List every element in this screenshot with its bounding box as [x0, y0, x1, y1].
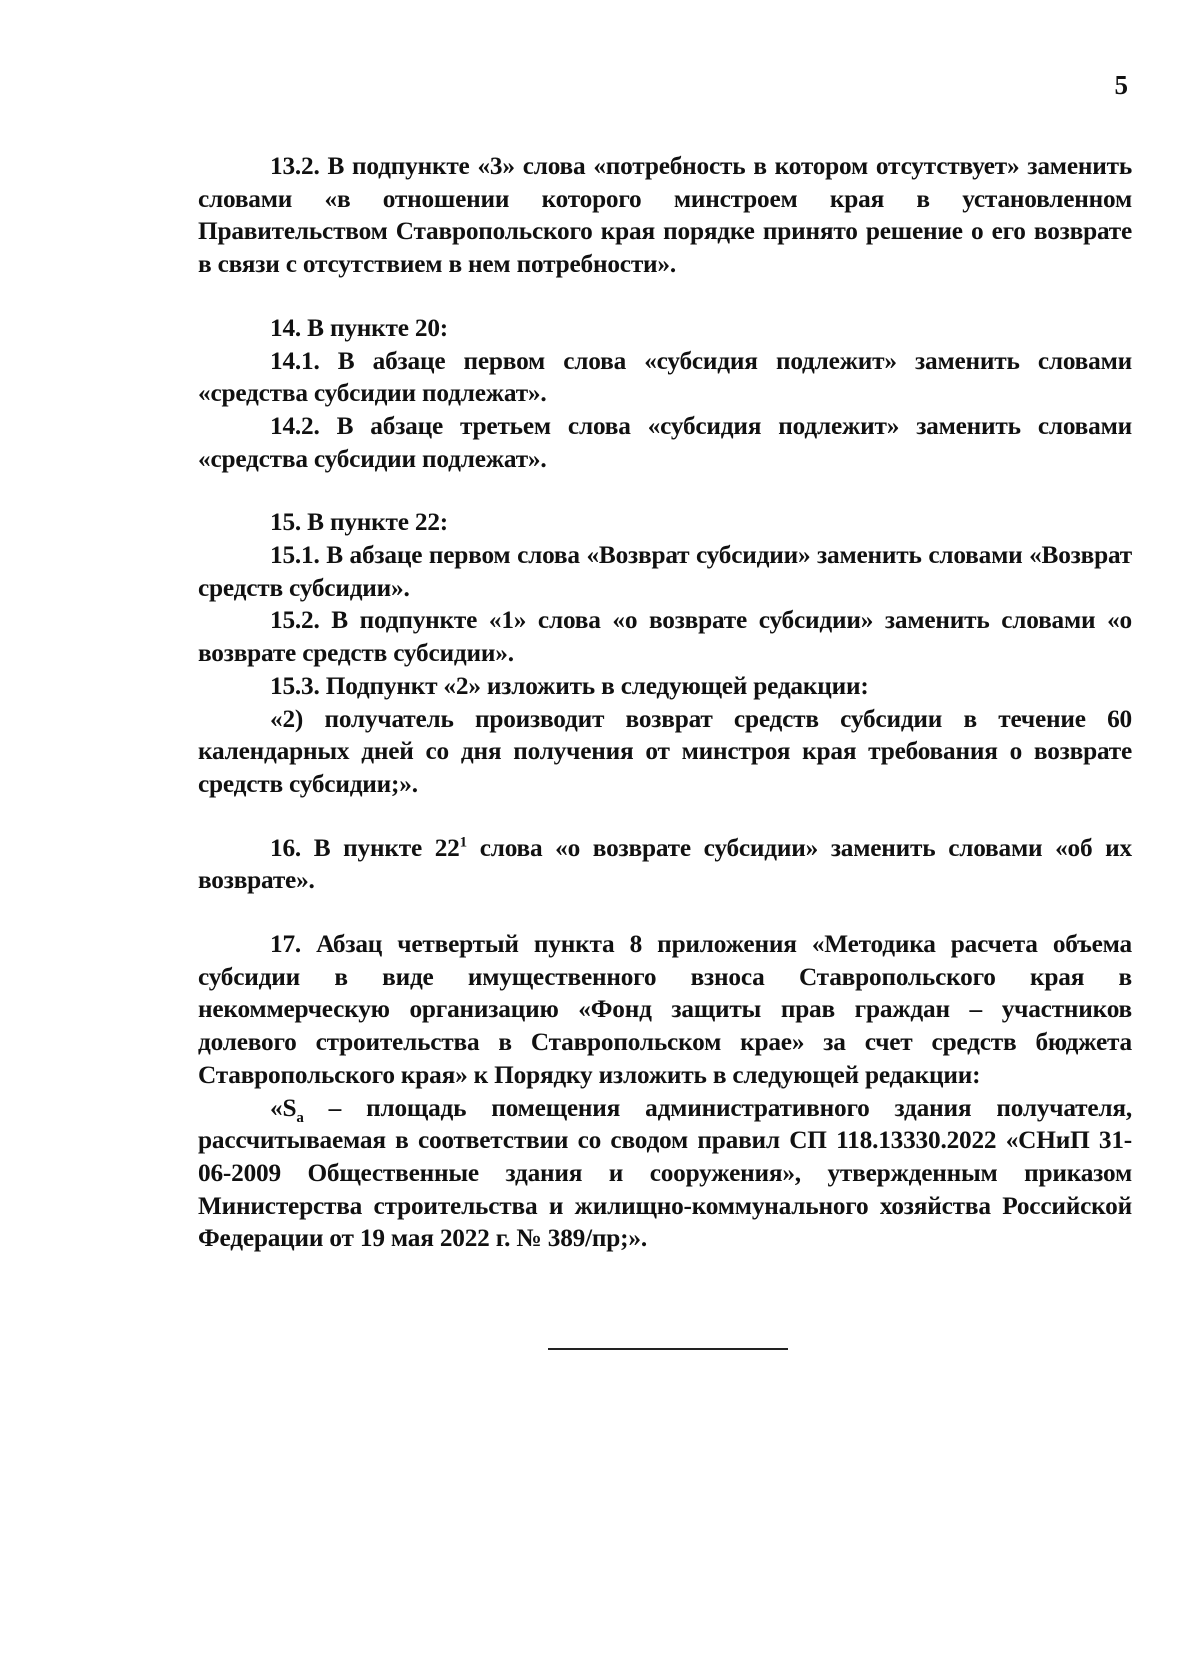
paragraph-gap [198, 897, 1132, 928]
paragraph-17-quote [198, 1092, 1132, 1256]
document-body [198, 150, 1132, 1255]
paragraph-15-3-quote: «2) получатель производит возврат средств субсидии в течение 60 календарных дней со дня получения от минстроя края требования о возврате средств субсидии;». [198, 704, 1132, 798]
paragraph-16-start: 16. В пункте 22 [270, 833, 460, 862]
paragraph-gap [198, 281, 1132, 312]
paragraph-16-superscript: 1 [459, 834, 467, 851]
paragraph-15-3: 15.3. Подпункт «2» изложить в следующей редакции: [270, 671, 869, 700]
paragraph-16 [198, 832, 1132, 897]
page-number: 5 [1114, 70, 1128, 100]
paragraph-14: 14. В пункте 20: [270, 313, 449, 342]
paragraph-14-2: 14.2. В абзаце третьем слова «субсидия подлежит» заменить словами «средства субсидии подлежат». [198, 411, 1132, 473]
paragraph-16-end: слова «о возврате субсидии» заменить словами «об их возврате». [198, 833, 1132, 895]
paragraph-15-1: 15.1. В абзаце первом слова «Возврат субсидии» заменить словами «Возврат средств субсидии». [198, 541, 1132, 602]
paragraph-17-quote-start: «S [270, 1093, 297, 1122]
paragraph-13-2: 13.2. В подпункте «3» слова «потребность в котором отсутствует» заменить словами «в отношении которого минстроем края в установленном Правительством Ставропольского края порядке принято решение о его возврате в связи с отсутствием в нем потребности». [198, 152, 1132, 279]
paragraph-17: 17. Абзац четвертый пункта 8 приложения «Методика расчета объема субсидии в виде имущественного взноса Ставропольского края в некоммерческую организацию «Фонд защиты прав граждан – участников долевого строительства в Ставропольском крае» за счет средств бюджета Ставропольского края» к Порядку изложить в следующей редакции: [198, 930, 1132, 1089]
paragraph-17-quote-subscript: а [296, 1109, 304, 1126]
paragraph-15: 15. В пункте 22: [270, 508, 449, 537]
paragraph-15-2: 15.2. В подпункте «1» слова «о возврате субсидии» заменить словами «о возврате средств субсидии». [198, 606, 1132, 668]
document-end-line [548, 1348, 788, 1350]
paragraph-17-quote-end: – площадь помещения административного здания получателя, рассчитываемая в соответствии со сводом правил СП 118.13330.2022 «СНиП 31-06-2009 Общественные здания и сооружения», утвержденным приказом Министерства строительства и жилищно-коммунального хозяйства Российской Федерации от 19 мая 2022 г. № 389/пр;». [198, 1093, 1132, 1253]
paragraph-gap [198, 801, 1132, 832]
paragraph-14-1: 14.1. В абзаце первом слова «субсидия подлежит» заменить словами «средства субсидии подлежат». [198, 346, 1132, 408]
paragraph-gap [198, 475, 1132, 506]
